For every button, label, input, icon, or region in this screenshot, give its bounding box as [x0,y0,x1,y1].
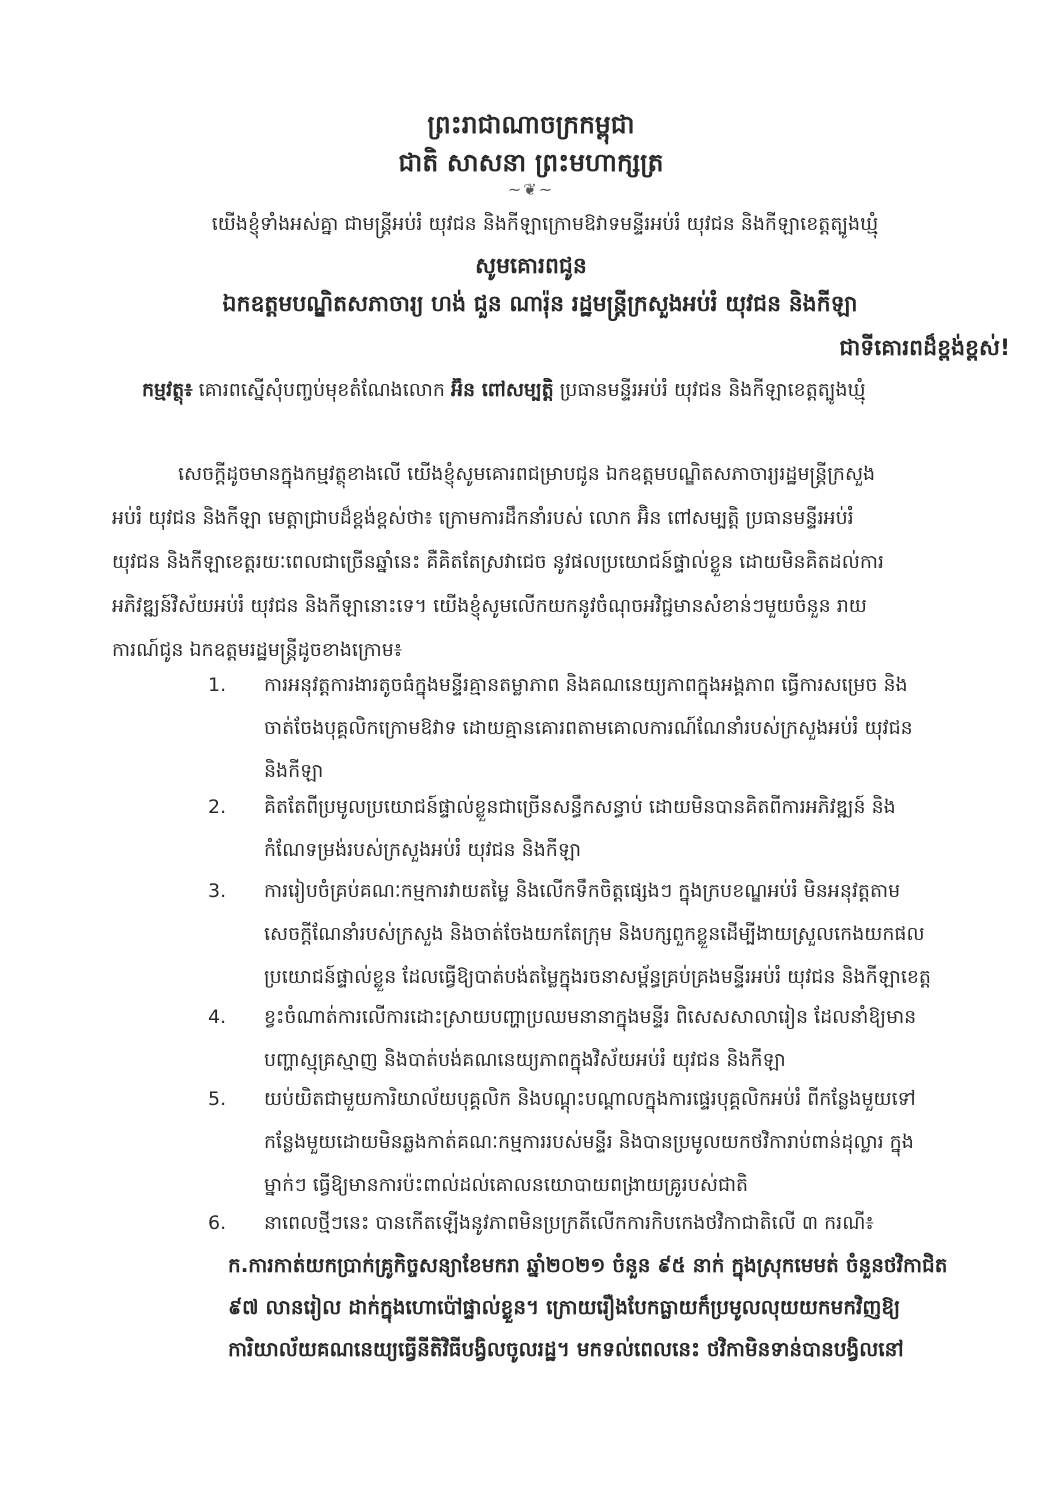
list-item-line: សេចក្ដីណែនាំរបស់ក្រសួង និងចាត់ចែងយកតែក្រុម និងបក្សពួកខ្លួនដើម្បីងាយស្រួលកេងយកផល [264,923,925,945]
list-item-line: ការរៀបចំគ្រប់គណៈកម្មការវាយតម្លៃ និងលើកទឹកចិត្តផ្សេងៗ ក្នុងក្របខណ្ឌអប់រំ មិនអនុវត្តតាម [264,880,901,902]
list-item-line: ម្នាក់ៗ ធ្វើឱ្យមានការប៉ះពាល់ដល់គោលនយោបាយពង្រាយគ្រូរបស់ជាតិ [264,1174,749,1196]
list-item-line: ប្រយោជន៍ផ្ទាល់ខ្លួន ដែលធ្វើឱ្យបាត់បង់តម្លៃក្នុងរចនាសម្ព័ន្ធគ្រប់គ្រងមន្ទីរអប់រំ យុវជន និងកីឡាខេត្ត [264,966,931,988]
list-item-line: បញ្ហាស្មុគ្រស្មាញ និងបាត់បង់គណនេយ្យភាពក្នុងវិស័យអប់រំ យុវជន និងកីឡា [264,1049,786,1071]
body-paragraph-line: យុវជន និងកីឡាខេត្តរយៈពេលជាច្រើនឆ្នាំនេះ គឺគិតតែស្រវាជេច នូវផលប្រយោជន៍ផ្ទាល់ខ្លួន ដោយមិនគិតដល់ការ [112,551,884,573]
list-item-line: យប់យិតជាមួយការិយាល័យបុគ្គលិក និងបណ្ដុះបណ្ដាលក្នុងការផ្ទេរបុគ្គលិកអប់រំ ពីកន្លែងមួយទៅ [264,1088,916,1110]
subject-line [142,378,1022,406]
sub-item-line: ក.ការកាត់យកប្រាក់គ្រូកិច្ចសន្យាខែមករា ឆ្នាំ២០២១ ចំនួន ៩៥ នាក់ ក្នុងស្រុកមេមត់ ចំនួនថវិកាជិត [228,1253,948,1277]
list-item-line: នាពេលថ្មីៗនេះ បានកើតឡើងនូវភាពមិនប្រក្រតីលើកការកិបកេងថវិកាជាតិលើ ៣ ករណី៖ [264,1212,874,1234]
list-item-number: 6. [208,1212,227,1234]
subject-text-after: ប្រធានមន្ទីរអប់រំ យុវជន និងកីឡាខេត្តត្បូងឃ្មុំ [553,379,866,401]
list-item-number: 3. [208,880,227,902]
body-paragraph-line: អភិវឌ្ឍន៍វិស័យអប់រំ យុវជន និងកីឡានោះទេ។ យើងខ្ញុំសូមលើកយកនូវចំណុចអវិជ្ជមានសំខាន់ៗមួយចំនួន រាយ [112,595,867,617]
subject-label: កម្មវត្ថុ៖ [142,379,193,401]
kingdom-title: ព្រះរាជាណាចក្រកម្ពុជា [427,110,635,139]
recipient-line: ឯកឧត្តមបណ្ឌិតសភាចារ្យ ហង់ ជួន ណារ៉ុន រដ្ឋមន្ត្រីក្រសួងអប់រំ យុវជន និងកីឡា [222,292,858,317]
body-paragraph-line: ការណ៍ជូន ឯកឧត្តមរដ្ឋមន្ត្រីដូចខាងក្រោម៖ [112,639,403,661]
list-item-number: 1. [208,674,227,696]
body-paragraph-line: សេចក្ដីដូចមានក្នុងកម្មវត្ថុខាងលើ យើងខ្ញុំសូមគោរពជម្រាបជូន ឯកឧត្តមបណ្ឌិតសភាចារ្យរដ្ឋមន្ត្រីក្រសួង [178,463,876,485]
sender-line: យើងខ្ញុំទាំងអស់គ្នា ជាមន្ត្រីអប់រំ យុវជន និងកីឡាក្រោមឱវាទមន្ទីរអប់រំ យុវជន និងកីឡាខេត្តត្បូងឃ្មុំ [211,213,879,235]
list-item-line: កំណែទម្រង់របស់ក្រសួងអប់រំ យុវជន និងកីឡា [264,839,582,861]
ornament-divider: ~❦~ [507,180,555,199]
list-item-line: និងកីឡា [264,760,324,782]
list-item-number: 4. [208,1006,227,1028]
subject-person-name: អ៊ិន ពៅសម្បត្តិ [450,379,554,401]
national-motto: ជាតិ សាសនា ព្រះមហាក្សត្រ [398,148,664,177]
list-item-number: 2. [208,796,227,818]
list-item-line: ការអនុវត្តការងារតូចធំក្នុងមន្ទីរគ្មានតម្លាភាព និងគណនេយ្យភាពក្នុងអង្គភាព ធ្វើការសម្រេច និង [264,674,908,696]
list-item-line: ចាត់ចែងបុគ្គលិកក្រោមឱវាទ ដោយគ្មានគោរពតាមគោលការណ៍ណែនាំរបស់ក្រសួងអប់រំ យុវជន [264,717,913,739]
sub-item-ka [228,1244,1028,1370]
list-item-line: កន្លែងមួយដោយមិនឆ្លងកាត់គណៈកម្មការរបស់មន្ទីរ និងបានប្រមូលយកថវិការាប់ពាន់ដុល្លារ ក្នុង [264,1131,914,1153]
respectfully-to: សូមគោរពជូន [475,254,587,279]
recipient-honorific: ជាទីគោរពដ៏ខ្ពង់ខ្ពស់! [839,336,1010,361]
list-item-line: ខ្វះចំណាត់ការលើការដោះស្រាយបញ្ហាប្រឈមនានាក្នុងមន្ទីរ ពិសេសសាលារៀន ដែលនាំឱ្យមាន [264,1006,917,1028]
sub-item-line: ៩៧ លានរៀល ដាក់ក្នុងហោប៉ៅផ្ទាល់ខ្លួន។ ក្រោយរឿងបែកធ្លាយក៏ប្រមូលលុយយកមកវិញឱ្យ [228,1295,901,1319]
body-paragraph-line: អប់រំ យុវជន និងកីឡា មេត្តាជ្រាបដ៏ខ្ពង់ខ្ពស់ថា៖ ក្រោមការដឹកនាំរបស់ លោក អ៊ិន ពៅសម្បត្តិ ប្រធានមន្ទីរអប់រំ [112,507,854,529]
list-item-line: គិតតែពីប្រមូលប្រយោជន៍ផ្ទាល់ខ្លួនជាច្រើនសន្ធឹកសន្ធាប់ ដោយមិនបានគិតពីការអភិវឌ្ឍន៍ និង [264,796,896,818]
subject-text-before: គោរពស្នើសុំបញ្ចប់មុខតំណែងលោក [192,379,451,401]
sub-item-line: ការិយាល័យគណនេយ្យធ្វើនីតិវិធីបង្វិលចូលរដ្ឋ។ មកទល់ពេលនេះ ថវិកាមិនទាន់បានបង្វិលនៅ [228,1337,904,1361]
list-item-number: 5. [208,1088,227,1110]
